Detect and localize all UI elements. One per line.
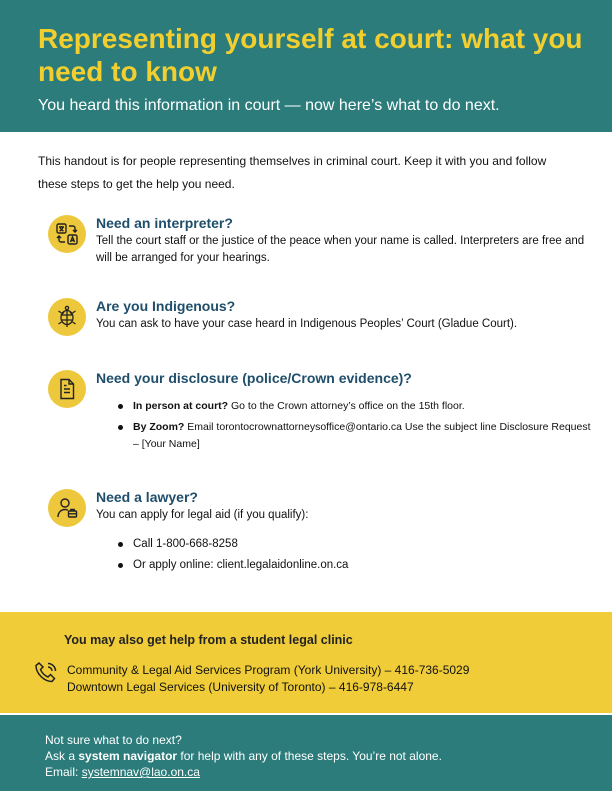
email-link[interactable]: systemnav@lao.on.ca xyxy=(81,765,200,779)
section-title: Need a lawyer? xyxy=(96,489,198,505)
section-title: Are you Indigenous? xyxy=(96,298,236,314)
email-label: Email: xyxy=(45,765,82,779)
turtle-icon xyxy=(48,298,86,336)
header-banner xyxy=(0,0,612,132)
page-title: Representing yourself at court: what you need to know xyxy=(38,23,583,87)
lawyer-icon xyxy=(48,489,86,527)
phone-icon xyxy=(33,660,59,686)
clinic-york: Community & Legal Aid Services Program (York University) – 416-736-5029 xyxy=(67,663,470,677)
clinic-heading: You may also get help from a student legal clinic xyxy=(64,633,353,647)
disclosure-list xyxy=(96,398,596,453)
footer-line-2: Ask a system navigator for help with any of these steps. You’re not alone. xyxy=(45,749,442,763)
student-clinic-panel xyxy=(0,612,612,713)
list-item: Or apply online: client.legalaidonline.on.ca xyxy=(96,555,596,576)
document-icon xyxy=(48,370,86,408)
list-item: By Zoom? Email torontocrownattorneysoffice@ontario.ca Use the subject line Disclosure Request – [Your Name] xyxy=(96,419,596,453)
section-text: You can ask to have your case heard in Indigenous Peoples’ Court (Gladue Court). xyxy=(96,318,518,330)
footer-banner xyxy=(0,715,612,791)
section-text: You can apply for legal aid (if you qualify): xyxy=(96,509,309,521)
footer-line-1: Not sure what to do next? xyxy=(45,733,182,747)
section-text: Tell the court staff or the justice of the peace when your name is called. Interpreters are free and will be arranged for your hearings. xyxy=(96,235,585,264)
lawyer-list xyxy=(96,534,596,576)
page-subtitle: You heard this information in court — now here’s what to do next. xyxy=(38,97,500,114)
section-title: Need your disclosure (police/Crown evidence)? xyxy=(96,370,412,386)
translate-icon xyxy=(48,215,86,253)
list-item: Call 1-800-668-8258 xyxy=(96,534,596,555)
intro-paragraph: This handout is for people representing themselves in criminal court. Keep it with you and follow these steps to get the help you need. xyxy=(38,154,547,191)
list-item: In person at court? Go to the Crown attorney’s office on the 15th floor. xyxy=(96,398,596,415)
footer-email-line xyxy=(45,765,200,780)
clinic-toronto: Downtown Legal Services (University of Toronto) – 416-978-6447 xyxy=(67,680,414,694)
section-title: Need an interpreter? xyxy=(96,215,233,231)
